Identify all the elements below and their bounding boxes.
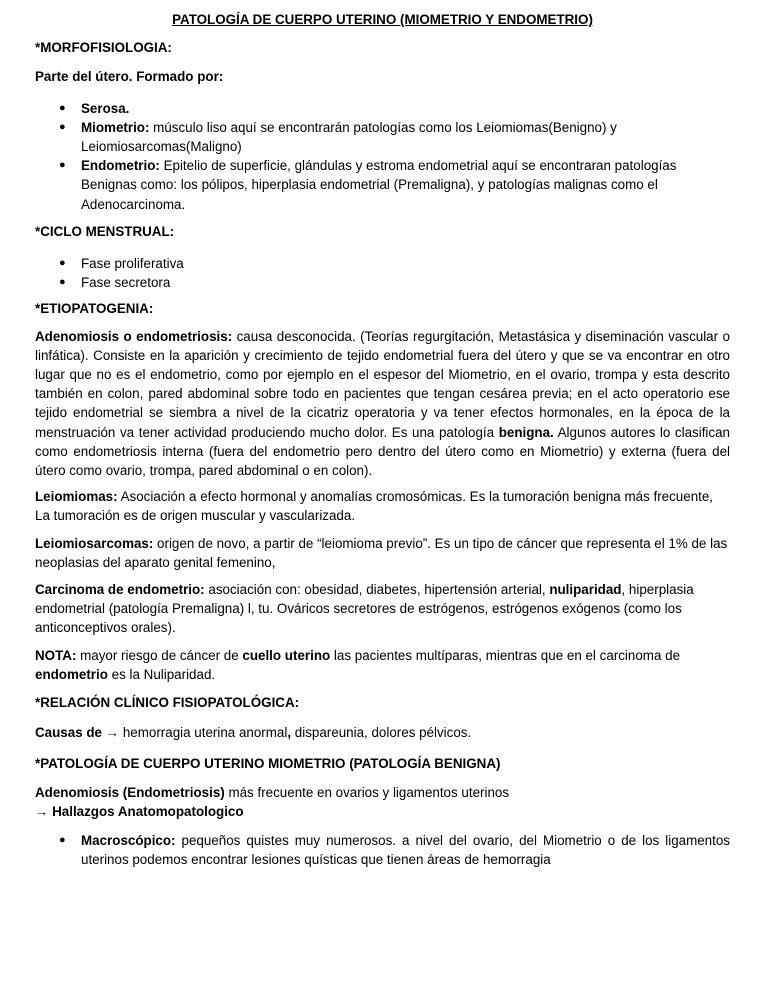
ciclo-heading: *CICLO MENSTRUAL: (35, 223, 175, 239)
list-item: ● Fase proliferativa (35, 254, 730, 273)
morfo-list (35, 99, 730, 214)
list-item: ● Fase secretora (35, 273, 730, 292)
hallazgos-line: → Hallazgos Anatomopatologico (35, 803, 244, 819)
list-item: ● Macroscópico: pequeños quistes muy numerosos. a nivel del ovario, del Miometrio o de los ligamentos uterinos podemos encontrar lesiones quísticas que tienen áreas de hemorragia (59, 833, 730, 868)
bullet-icon: ● (59, 101, 66, 114)
document-page (35, 10, 730, 870)
morfo-intro: Parte del útero. Formado por: (35, 69, 224, 85)
list-item: ● Endometrio: Epitelio de superficie, glándulas y estroma endometrial aquí se encontraran patologías Benignas como: los pólipos, hiperplasia endometrial (Premaligna), y patologías malignas como el Adenocarcinoma. (59, 158, 677, 212)
miometrio-heading: *PATOLOGÍA DE CUERPO UTERINO MIOMETRIO (PATOLOGÍA BENIGNA) (35, 755, 501, 771)
bullet-icon: ● (59, 834, 66, 847)
hallazgos-list (35, 831, 730, 869)
arrow-right-icon: → (102, 725, 123, 741)
bullet-icon: ● (59, 276, 66, 289)
causas-line: Causas de → hemorragia uterina anormal, dispareunia, dolores pélvicos. (35, 725, 472, 741)
bullet-icon: ● (59, 120, 66, 133)
adenomiosis-line: Adenomiosis (Endometriosis) más frecuente en ovarios y ligamentos uterinos (35, 784, 510, 800)
relacion-heading: *RELACIÓN CLÍNICO FISIOPATOLÓGICA: (35, 695, 300, 711)
nota-paragraph: NOTA: mayor riesgo de cáncer de cuello uterino las pacientes multíparas, mientras que en el carcinoma de endometrio es la Nuliparidad. (35, 647, 681, 682)
bullet-icon: ● (59, 159, 66, 172)
list-item: ● Miometrio: músculo liso aquí se encontrarán patologías como los Leiomiomas(Benigno) y Leiomiosarcomas(Maligno) (59, 119, 617, 155)
etio-heading: *ETIOPATOGENIA: (35, 301, 154, 317)
morfo-heading: *MORFOFISIOLOGIA: (35, 40, 172, 56)
ciclo-list (35, 254, 730, 292)
carcinoma-paragraph: Carcinoma de endometrio: asociación con: obesidad, diabetes, hipertensión arterial, nuliparidad, hiperplasia endometrial (patología Premaligna) l, tu. Ováricos secretores de estrógenos, estrógenos exógenos (como los anticonceptivos orales). (35, 582, 694, 636)
adenomiosis-paragraph: Adenomiosis o endometriosis: causa desconocida. (Teorías regurgitación, Metastásica y diseminación vascular o linfática). Consiste en la aparición y crecimiento de tejido endometrial fuera del útero y que se va encontrar en otro lugar que no es el endometrio, como por ejemplo en el espesor del Miometrio, en el ovario, trompa y esta descrito también en colon, pared abdominal sobre todo en pacientes que tengan cesárea previa; en el acto operatorio ese tejido endometrial se siembra a nivel de la cicatriz operatoria y va tener efectos hormonales, en la época de la menstruación va tener actividad produciendo mucho dolor. Es una patología benigna. Algunos autores lo clasifican como endometriosis interna (fuera del endometrio pero dentro del útero como en Miometrio) y externa (fuera del útero como ovario, trompa, pared abdominal o en colon). (35, 328, 730, 479)
leiomiosarcomas-paragraph: Leiomiosarcomas: origen de novo, a partir de “leiomioma previo”. Es un tipo de cáncer que representa el 1% de las neoplasias del aparato genital femenino, (35, 535, 728, 570)
bullet-icon: ● (59, 257, 66, 270)
document-title: PATOLOGÍA DE CUERPO UTERINO (MIOMETRIO Y ENDOMETRIO) (172, 12, 593, 27)
leiomiomas-paragraph: Leiomiomas: Asociación a efecto hormonal y anomalías cromosómicas. Es la tumoración benigna más frecuente, La tumoración es de origen muscular y vascularizada. (35, 489, 714, 524)
list-item: ● Serosa. (35, 99, 730, 118)
